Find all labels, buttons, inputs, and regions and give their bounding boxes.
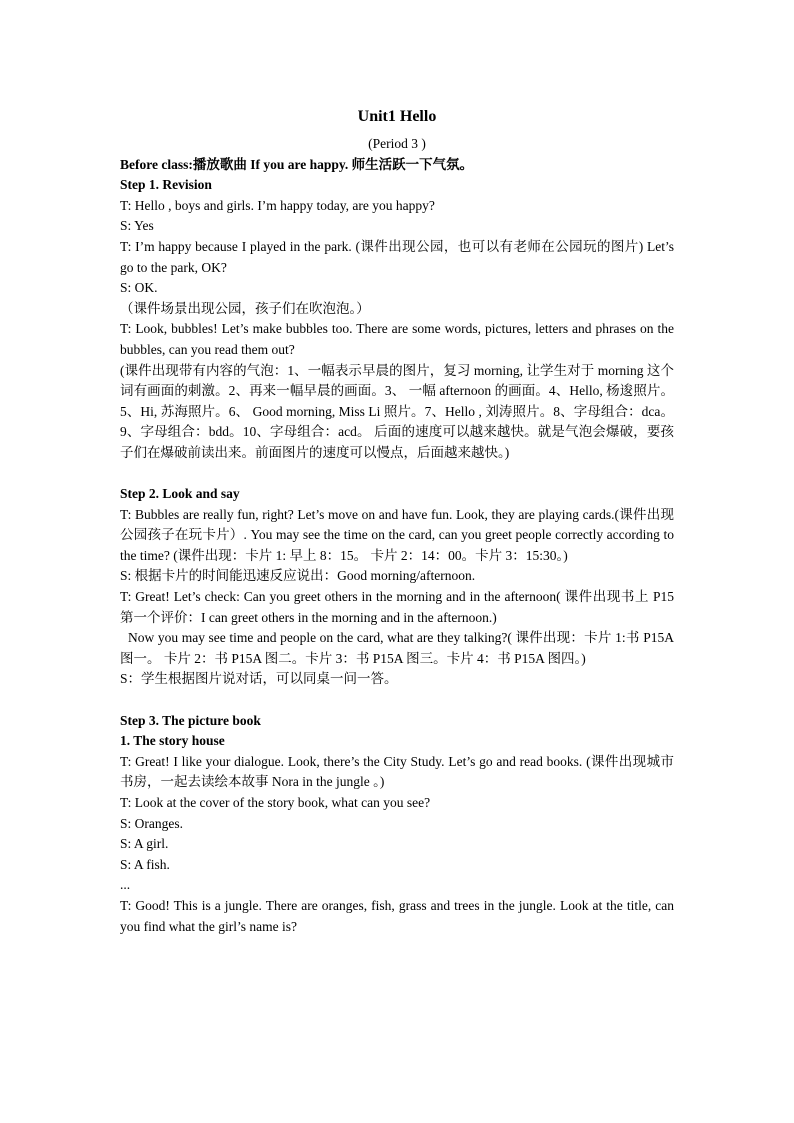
paragraph: Now you may see time and people on the card, what are they talking?( 课件出现：卡片 1:书 P15A 图一。 卡片 2：书 P15A 图二。卡片 3：书 P15A 图三。卡片 4：书 P15A 图四。) — [120, 630, 674, 666]
paragraph: T: Hello , boys and girls. I’m happy today, are you happy? — [120, 197, 435, 213]
paragraph: S: OK. — [120, 280, 158, 296]
paragraph: T: Look at the cover of the story book, what can you see? — [120, 795, 431, 810]
step1-heading: Step 1. Revision — [120, 177, 212, 193]
blank-line — [120, 464, 674, 485]
subsection-heading: 1. The story house — [120, 733, 225, 749]
step3-heading: Step 3. The picture book — [120, 712, 261, 728]
paragraph: S: Oranges. — [120, 815, 183, 831]
paragraph: T: Good! This is a jungle. There are oranges, fish, grass and trees in the jungle. Look at the title, can you find what the girl’s name is? — [120, 897, 674, 934]
paragraph: T: I’m happy because I played in the park. (课件出现公园，也可以有老师在公园玩的图片) Let’s go to the park, OK? — [120, 238, 674, 275]
document-body — [120, 106, 674, 937]
paragraph: T: Look, bubbles! Let’s make bubbles too. There are some words, pictures, letters and phrases on the bubbles, can you read them out? — [120, 321, 674, 357]
document-title: Unit1 Hello — [357, 108, 437, 125]
paragraph: S: Yes — [120, 218, 154, 234]
paragraph: T: Great! I like your dialogue. Look, there’s the City Study. Let’s go and read books. (课件出现城市书房，一起去读绘本故事 Nora in the jungle 。) — [120, 753, 674, 790]
paragraph: ... — [120, 877, 131, 893]
before-class-line: Before class:播放歌曲 If you are happy. 师生活跃一下气氛。 — [120, 156, 474, 172]
period-label: (Period 3 ) — [368, 136, 426, 151]
paragraph: S: A girl. — [120, 836, 169, 852]
paragraph: S: 根据卡片的时间能迅速反应说出：Good morning/afternoon. — [120, 568, 476, 584]
paragraph: S: A fish. — [120, 856, 170, 872]
paragraph: T: Great! Let’s check: Can you greet others in the morning and in the afternoon( 课件出现书上 P15 第一个评价：I can greet others in the morning and in the afternoon.) — [120, 589, 674, 625]
paragraph: T: Bubbles are really fun, right? Let’s move on and have fun. Look, they are playing cards.(课件出现公园孩子在玩卡片）. You may see the time on the card, can you greet people correctly according to the time? (课件出现：卡片 1: 早上 8：15。 卡片 2：14：00。卡片 3：15:30。) — [120, 506, 674, 563]
step2-heading: Step 2. Look and say — [120, 486, 240, 502]
paragraph: (课件出现带有内容的气泡：1、一幅表示早晨的图片，复习 morning, 让学生对于 morning 这个词有画面的刺激。2、再来一幅早晨的画面。3、 一幅 afternoon 的画面。4、Hello, 杨逡照片。5、Hi, 苏海照片。6、 Good morning, Miss Li 照片。7、Hello , 刘涛照片。8、字母组合：dca。9、字母组合：bdd。10、字母组合：acd。 后面的速度可以越来越快。就是气泡会爆破，要孩子们在爆破前读出来。前面图片的速度可以慢点，后面越来越快。) — [120, 362, 674, 460]
paragraph: （课件场景出现公园，孩子们在吹泡泡。） — [120, 300, 370, 316]
paragraph: S：学生根据图片说对话，可以同桌一问一答。 — [120, 671, 398, 687]
blank-line — [120, 690, 674, 711]
